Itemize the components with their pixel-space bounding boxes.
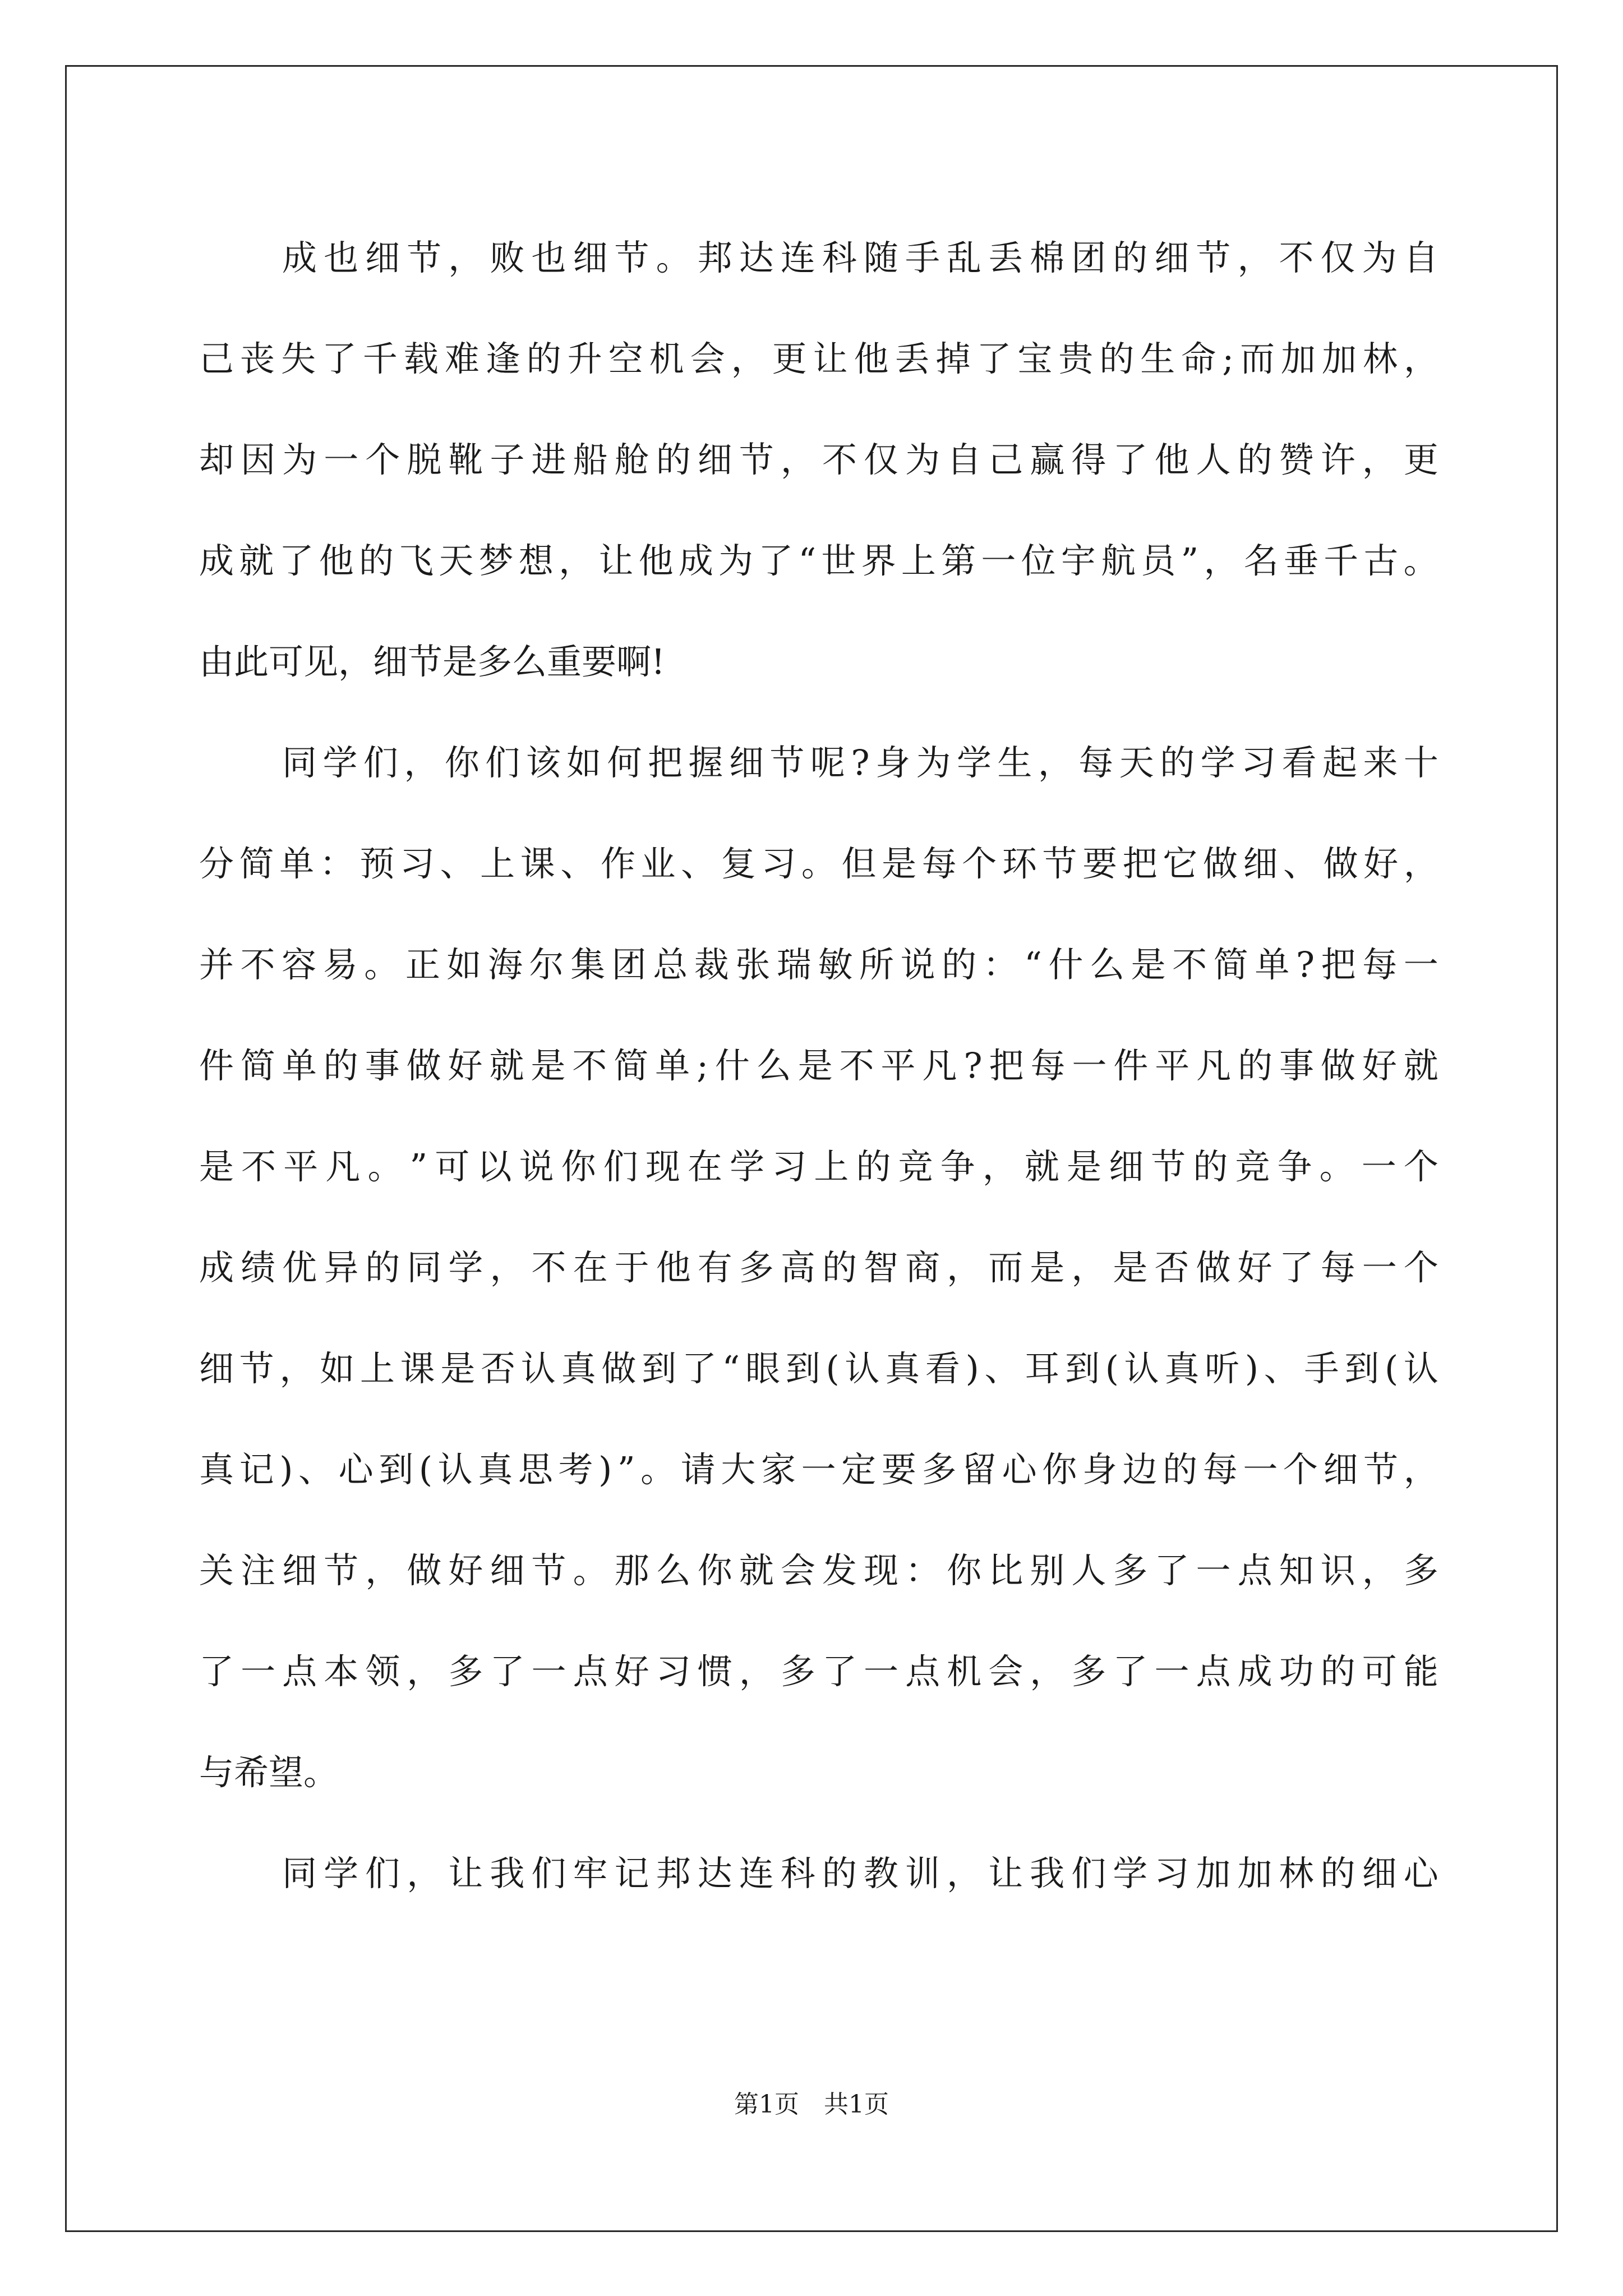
- paragraph-2-line-11: 与希望。: [199, 1752, 339, 1793]
- paragraph-2-line-10: 了 一 点 本 领 ， 多 了 一 点 好 习 惯 ， 多 了 一 点 机 会 ， 多 了 一 点 成 功 的 可 能: [199, 1651, 1438, 1692]
- paragraph-2-line-9: 关 注 细 节 ， 做 好 细 节 。 那 么 你 就 会 发 现 ： 你 比 别 人 多 了 一 点 知 识 ， 多: [199, 1550, 1438, 1591]
- paragraph-2-line-6: 成 绩 优 异 的 同 学 ， 不 在 于 他 有 多 高 的 智 商 ， 而 是 ， 是 否 做 好 了 每 一 个: [199, 1247, 1438, 1288]
- paragraph-2-line-7: 细 节 ， 如 上 课 是 否 认 真 做 到 了 “ 眼 到 ( 认 真 看 ) 、 耳 到 ( 认 真 听 ) 、 手 到 ( 认: [199, 1348, 1438, 1389]
- paragraph-2-line-3: 并 不 容 易 。 正 如 海 尔 集 团 总 裁 张 瑞 敏 所 说 的 ： “ 什 么 是 不 简 单 ? 把 每 一: [199, 944, 1438, 985]
- paragraph-1-line-5: 由此可见，细节是多么重要啊!: [199, 641, 665, 682]
- paragraph-2-line-8: 真 记 ) 、 心 到 ( 认 真 思 考 ) ” 。 请 大 家 一 定 要 多 留 心 你 身 边 的 每 一 个 细 节 ，: [199, 1449, 1438, 1490]
- page-number: 第1页: [734, 2090, 799, 2119]
- paragraph-2-line-2: 分 简 单 ： 预 习 、 上 课 、 作 业 、 复 习 。 但 是 每 个 环 节 要 把 它 做 细 、 做 好 ，: [199, 843, 1438, 884]
- page-total: 共1页: [824, 2090, 889, 2119]
- paragraph-3-line-1: 同 学 们 ， 让 我 们 牢 记 邦 达 连 科 的 教 训 ， 让 我 们 学 习 加 加 林 的 细 心: [282, 1853, 1438, 1894]
- paragraph-2-line-5: 是 不 平 凡 。 ” 可 以 说 你 们 现 在 学 习 上 的 竞 争 ， 就 是 细 节 的 竞 争 。 一 个: [199, 1146, 1438, 1187]
- page-footer: [0, 2088, 1623, 2122]
- paragraph-1-line-4: 成 就 了 他 的 飞 天 梦 想 ， 让 他 成 为 了 “ 世 界 上 第 一 位 宇 航 员 ” ， 名 垂 千 古 。: [199, 540, 1438, 581]
- paragraph-1-line-3: 却 因 为 一 个 脱 靴 子 进 船 舱 的 细 节 ， 不 仅 为 自 己 赢 得 了 他 人 的 赞 许 ， 更: [199, 439, 1438, 480]
- document-body: [199, 208, 1438, 1924]
- paragraph-2-line-1: 同 学 们 ， 你 们 该 如 何 把 握 细 节 呢 ? 身 为 学 生 ， 每 天 的 学 习 看 起 来 十: [282, 742, 1438, 783]
- paragraph-2-line-4: 件 简 单 的 事 做 好 就 是 不 简 单 ; 什 么 是 不 平 凡 ? 把 每 一 件 平 凡 的 事 做 好 就: [199, 1045, 1438, 1086]
- paragraph-1-line-2: 己 丧 失 了 千 载 难 逢 的 升 空 机 会 ， 更 让 他 丢 掉 了 宝 贵 的 生 命 ; 而 加 加 林 ，: [199, 338, 1438, 379]
- paragraph-1-line-1: 成 也 细 节 ， 败 也 细 节 。 邦 达 连 科 随 手 乱 丢 棉 团 的 细 节 ， 不 仅 为 自: [282, 237, 1438, 278]
